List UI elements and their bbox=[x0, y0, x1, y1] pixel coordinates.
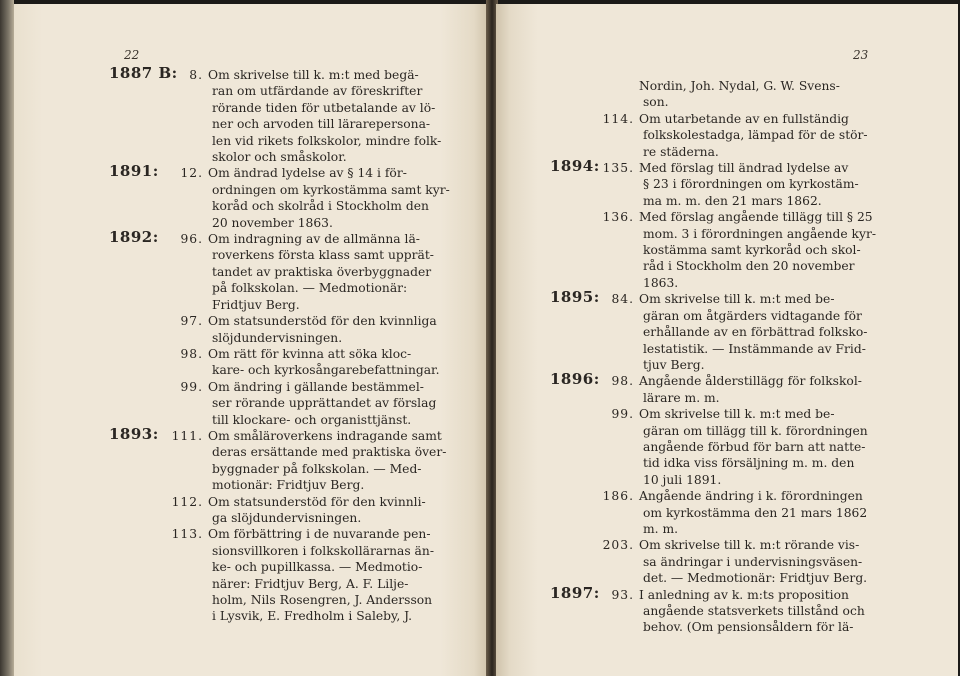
entry-text bbox=[208, 428, 488, 494]
entry-line: råd i Stockholm den 20 november bbox=[643, 259, 855, 274]
entry-line: till klockare- och organisttjänst. bbox=[212, 412, 412, 427]
entry-line: m. m. bbox=[643, 521, 679, 536]
entry-line: 10 juli 1891. bbox=[643, 472, 722, 487]
entry-line: kostämma samt kyrkoråd och skol- bbox=[643, 243, 861, 258]
entry-number: 114. bbox=[602, 111, 634, 126]
entry-line: Om ändrad lydelse av § 14 i för- bbox=[208, 166, 407, 181]
entry-line: tid idka viss försäljning m. m. den bbox=[643, 456, 855, 471]
right-page bbox=[496, 4, 958, 676]
entry-number: 99. bbox=[180, 379, 203, 394]
entry bbox=[496, 78, 958, 111]
entry-line: Om småläroverkens indragande samt bbox=[208, 428, 442, 443]
entry-line: lestatistik. — Instämmande av Frid- bbox=[643, 341, 866, 356]
entry bbox=[496, 111, 958, 160]
entry-text bbox=[208, 346, 488, 379]
entry-text bbox=[208, 313, 488, 346]
entry-line: rörande tiden för utbetalande av lö- bbox=[212, 100, 436, 115]
entry-line: i Lysvik, E. Fredholm i Saleby, J. bbox=[212, 609, 413, 624]
entry-line: ke- och pupillkassa. — Medmotio- bbox=[212, 560, 423, 575]
entry bbox=[14, 346, 488, 379]
entry-line: det. — Medmotionär: Fridtjuv Berg. bbox=[643, 571, 868, 586]
entry-text bbox=[208, 231, 488, 313]
entry-number: 112. bbox=[171, 494, 203, 509]
entry bbox=[14, 494, 488, 527]
entry-line: Nordin, Joh. Nydal, G. W. Svens- bbox=[639, 79, 840, 93]
entry bbox=[496, 209, 958, 291]
entry-year: 1892: bbox=[109, 228, 159, 247]
entry-number: 99. bbox=[611, 407, 634, 422]
entry-line: tandet av praktiska överbyggnader bbox=[212, 264, 432, 279]
entry-year: 1887 B: bbox=[109, 64, 178, 82]
entry-line: Med förslag till ändrad lydelse av bbox=[639, 161, 849, 176]
entry-text bbox=[639, 209, 958, 291]
entry bbox=[496, 537, 958, 586]
entry-line: Fridtjuv Berg. bbox=[212, 297, 300, 312]
entry-line: len vid rikets folkskolor, mindre folk- bbox=[212, 133, 442, 148]
entry-line: slöjdundervisningen. bbox=[212, 330, 343, 345]
entry-number: 8. bbox=[189, 68, 203, 82]
entry-line: Om skrivelse till k. m:t med be- bbox=[639, 407, 835, 422]
entry-year: 1897: bbox=[550, 583, 600, 602]
entry-line: son. bbox=[643, 95, 669, 110]
entry-line: på folkskolan. — Medmotionär: bbox=[212, 281, 408, 296]
left-page bbox=[14, 4, 488, 676]
entry-text bbox=[208, 494, 488, 527]
entry-number: 186. bbox=[602, 489, 634, 504]
entry-line: Angående ålderstillägg för folkskol- bbox=[639, 374, 862, 389]
entry-line: byggnader på folkskolan. — Med- bbox=[212, 461, 422, 476]
entry-text bbox=[208, 165, 488, 231]
entry-line: om kyrkostämma den 21 mars 1862 bbox=[643, 505, 868, 520]
entry-number: 93. bbox=[611, 587, 634, 602]
entry-line: § 23 i förordningen om kyrkostäm- bbox=[643, 177, 859, 192]
entry-line: skolor och småskolor. bbox=[212, 150, 347, 165]
entry bbox=[14, 228, 488, 313]
entry bbox=[14, 64, 488, 165]
entry-text bbox=[208, 526, 488, 624]
entry-line: Om utarbetande av en fullständig bbox=[639, 111, 849, 126]
entry bbox=[496, 406, 958, 488]
entry-line: ordningen om kyrkostämma samt kyr- bbox=[212, 182, 450, 197]
entry-line: deras ersättande med praktiska över- bbox=[212, 445, 447, 460]
entry-text bbox=[208, 67, 488, 165]
book-edge bbox=[0, 0, 14, 676]
entry-line: Om skrivelse till k. m:t med begä- bbox=[208, 68, 419, 82]
entry-text bbox=[639, 537, 958, 586]
entry-line: angående förbud för barn att natte- bbox=[643, 439, 866, 454]
entry-text bbox=[639, 587, 958, 636]
entry-year: 1891: bbox=[109, 162, 159, 181]
entry bbox=[496, 583, 958, 636]
entry-line: holm, Nils Rosengren, J. Andersson bbox=[212, 593, 433, 607]
entry-line: folkskolestadga, lämpad för de stör- bbox=[643, 128, 868, 143]
entry-line: närer: Fridtjuv Berg, A. F. Lilje- bbox=[212, 576, 409, 591]
entry-line: lärare m. m. bbox=[643, 390, 720, 405]
entry-number: 203. bbox=[602, 538, 634, 553]
entry-line: Om indragning av de allmänna lä- bbox=[208, 232, 420, 247]
entry-line: gäran om tillägg till k. förordningen bbox=[643, 423, 868, 438]
entry-line: mom. 3 i förordningen angående kyr- bbox=[643, 226, 876, 241]
entry-line: Om skrivelse till k. m:t med be- bbox=[639, 292, 835, 307]
entry-number: 12. bbox=[180, 166, 203, 181]
entry-text bbox=[639, 373, 958, 406]
entry-year: 1893: bbox=[109, 424, 159, 443]
entry bbox=[14, 526, 488, 624]
entry-year: 1896: bbox=[550, 370, 600, 389]
entry bbox=[496, 370, 958, 406]
entry-number: 98. bbox=[611, 374, 634, 389]
entry-number: 136. bbox=[602, 210, 634, 225]
entry-text bbox=[208, 379, 488, 428]
entry-line: ma m. m. den 21 mars 1862. bbox=[643, 193, 822, 208]
entry-line: tjuv Berg. bbox=[643, 357, 705, 372]
entry-line: Om förbättring i de nuvarande pen- bbox=[208, 527, 431, 542]
entry-line: I anledning av k. m:ts proposition bbox=[639, 587, 849, 602]
right-page-text bbox=[496, 78, 958, 636]
entry-text bbox=[639, 488, 958, 537]
entry bbox=[14, 162, 488, 231]
entry bbox=[496, 288, 958, 373]
entry-line: 20 november 1863. bbox=[212, 215, 333, 230]
entry-number: 84. bbox=[611, 292, 634, 307]
entry-number: 111. bbox=[171, 428, 203, 443]
entry-line: roverkens första klass samt upprät- bbox=[212, 248, 434, 263]
entry-text bbox=[639, 160, 958, 209]
entry-text bbox=[639, 111, 958, 160]
entry bbox=[496, 157, 958, 209]
entry-line: ran om utfärdande av föreskrifter bbox=[212, 84, 423, 99]
entry-text bbox=[639, 78, 958, 111]
entry-year: 1894: bbox=[550, 157, 600, 176]
entry-line: Med förslag angående tillägg till § 25 bbox=[639, 210, 873, 225]
entry-text bbox=[639, 291, 958, 373]
entry-line: ga slöjdundervisningen. bbox=[212, 510, 362, 525]
entry-line: sa ändringar i undervisningsväsen- bbox=[643, 554, 863, 569]
entry bbox=[14, 379, 488, 428]
left-page-text bbox=[14, 64, 488, 625]
entry-line: Om statsunderstöd för den kvinnli- bbox=[208, 494, 426, 509]
entry-text bbox=[639, 406, 958, 488]
entry-number: 135. bbox=[602, 161, 634, 176]
entry-line: behov. (Om pensionsåldern för lä- bbox=[643, 620, 854, 635]
entry-number: 98. bbox=[180, 346, 203, 361]
entry-number: 113. bbox=[171, 527, 203, 542]
entry-line: Angående ändring i k. förordningen bbox=[639, 489, 863, 504]
entry-line: ser rörande upprättandet av förslag bbox=[212, 396, 437, 411]
right-page-number: 23 bbox=[853, 48, 869, 62]
entry-line: re städerna. bbox=[643, 144, 719, 159]
entry-year: 1895: bbox=[550, 288, 600, 307]
entry-line: angående statsverkets tillstånd och bbox=[643, 604, 865, 618]
left-page-number: 22 bbox=[124, 48, 140, 62]
entry bbox=[496, 488, 958, 537]
entry-line: Om ändring i gällande bestämmel- bbox=[208, 379, 424, 394]
entry-line: Om rätt för kvinna att söka kloc- bbox=[208, 346, 412, 361]
entry-line: koråd och skolråd i Stockholm den bbox=[212, 199, 429, 214]
entry-number: 96. bbox=[180, 232, 203, 247]
entry-line: gäran om åtgärders vidtagande för bbox=[643, 308, 862, 323]
entry bbox=[14, 424, 488, 494]
entry-line: Om skrivelse till k. m:t rörande vis- bbox=[639, 538, 860, 553]
entry-line: 1863. bbox=[643, 275, 679, 290]
entry-line: Om statsunderstöd för den kvinnliga bbox=[208, 314, 437, 329]
entry bbox=[14, 313, 488, 346]
entry-line: kare- och kyrkosångarebefattningar. bbox=[212, 363, 440, 378]
entry-number: 97. bbox=[180, 314, 203, 329]
entry-line: sionsvillkoren i folkskollärarnas än- bbox=[212, 543, 434, 558]
entry-line: erhållande av en förbättrad folksko- bbox=[643, 325, 868, 340]
entry-line: ner och arvoden till lärarepersona- bbox=[212, 117, 431, 132]
entry-line: motionär: Fridtjuv Berg. bbox=[212, 478, 365, 493]
